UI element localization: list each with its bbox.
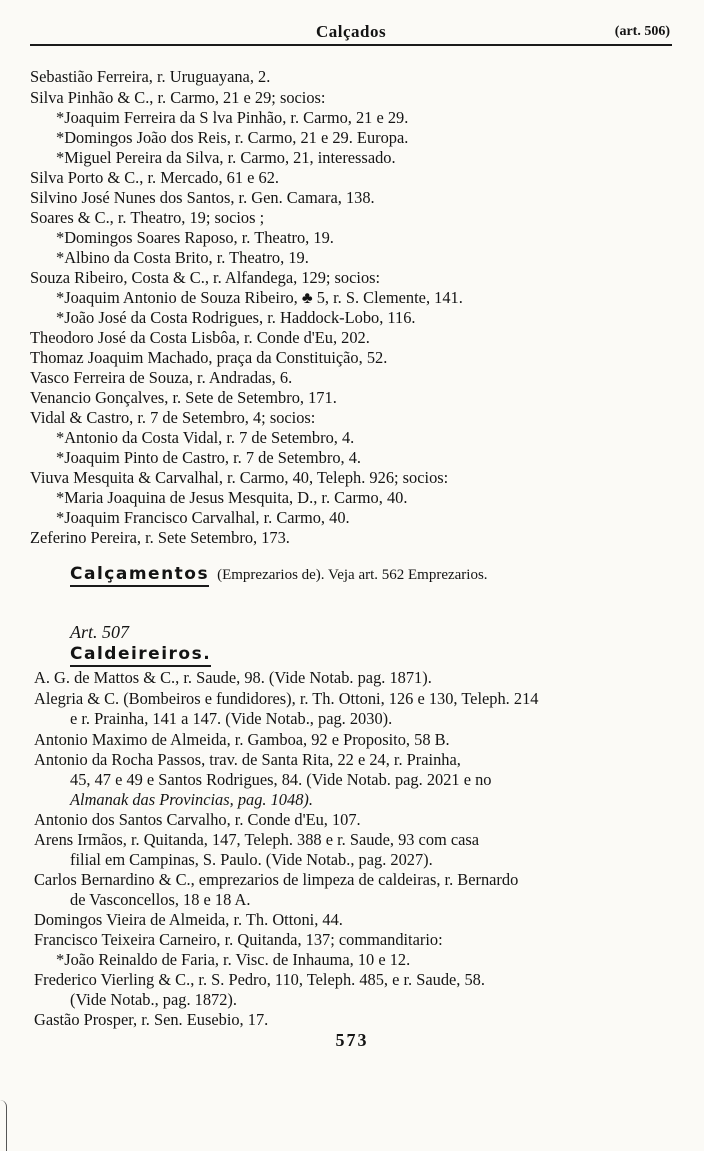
- partner-line: *João Reinaldo de Faria, r. Visc. de Inhauma, 10 e 12.: [56, 950, 411, 969]
- partner-line: *Antonio da Costa Vidal, r. 7 de Setembro, 4.: [56, 428, 355, 447]
- article-number: Art. 507: [70, 622, 130, 642]
- entry-line: Frederico Vierling & C., r. S. Pedro, 110, Teleph. 485, e r. Saude, 58.: [34, 970, 485, 989]
- partner-line: *Joaquim Pinto de Castro, r. 7 de Setembro, 4.: [56, 448, 362, 467]
- entry-line: Theodoro José da Costa Lisbôa, r. Conde d'Eu, 202.: [30, 328, 370, 347]
- entry-line: Antonio Maximo de Almeida, r. Gamboa, 92 e Proposito, 58 B.: [34, 730, 450, 749]
- entry-line: Domingos Vieira de Almeida, r. Th. Ottoni, 44.: [34, 910, 343, 929]
- entry-line: Vasco Ferreira de Souza, r. Andradas, 6.: [30, 368, 293, 387]
- page-header: [30, 22, 672, 46]
- entry-line: A. G. de Mattos & C., r. Saude, 98. (Vide Notab. pag. 1871).: [34, 668, 432, 687]
- header-title: Calçados: [315, 22, 387, 41]
- calcamentos-section: [70, 564, 488, 587]
- entry-continuation: (Vide Notab., pag. 1872).: [70, 990, 237, 1009]
- entry-line: Soares & C., r. Theatro, 19; socios ;: [30, 208, 265, 227]
- partner-line: *João José da Costa Rodrigues, r. Haddock-Lobo, 116.: [56, 308, 416, 327]
- section-note: (Emprezarios de). Veja art. 562 Emprezarios.: [217, 567, 488, 583]
- entry-continuation: filial em Campinas, S. Paulo. (Vide Notab., pag. 2027).: [70, 850, 433, 869]
- entry-line: Sebastião Ferreira, r. Uruguayana, 2.: [30, 67, 271, 86]
- header-article-ref: (art. 506): [614, 24, 670, 39]
- partner-line: *Albino da Costa Brito, r. Theatro, 19.: [56, 248, 309, 267]
- entry-line: Gastão Prosper, r. Sen. Eusebio, 17.: [34, 1010, 269, 1029]
- section-heading: Caldeireiros.: [70, 644, 211, 667]
- entry-line: Vidal & Castro, r. 7 de Setembro, 4; socios:: [30, 408, 316, 427]
- partner-line: *Domingos Soares Raposo, r. Theatro, 19.: [56, 228, 334, 247]
- partner-line: *Joaquim Ferreira da S lva Pinhão, r. Carmo, 21 e 29.: [56, 108, 409, 127]
- scan-edge-mark: [0, 1100, 7, 1151]
- entry-line: Francisco Teixeira Carneiro, r. Quitanda, 137; commanditario:: [34, 930, 443, 949]
- entry-continuation: de Vasconcellos, 18 e 18 A.: [70, 890, 251, 909]
- partner-line: *Maria Joaquina de Jesus Mesquita, D., r. Carmo, 40.: [56, 488, 408, 507]
- entry-line: Zeferino Pereira, r. Sete Setembro, 173.: [30, 528, 290, 547]
- entry-continuation: Almanak das Provincias, pag. 1048).: [70, 790, 313, 809]
- entry-line: Viuva Mesquita & Carvalhal, r. Carmo, 40, Teleph. 926; socios:: [30, 468, 449, 487]
- entry-line: Antonio dos Santos Carvalho, r. Conde d'Eu, 107.: [34, 810, 361, 829]
- entry-continuation: 45, 47 e 49 e Santos Rodrigues, 84. (Vide Notab. pag. 2021 e no: [70, 770, 492, 789]
- entry-line: Carlos Bernardino & C., emprezarios de limpeza de caldeiras, r. Bernardo: [34, 870, 519, 889]
- entry-line: Venancio Gonçalves, r. Sete de Setembro, 171.: [30, 388, 337, 407]
- partner-line: *Domingos João dos Reis, r. Carmo, 21 e 29. Europa.: [56, 128, 409, 147]
- partner-line: *Miguel Pereira da Silva, r. Carmo, 21, interessado.: [56, 148, 396, 167]
- page-number: 573: [335, 1030, 369, 1050]
- entry-line: Silvino José Nunes dos Santos, r. Gen. Camara, 138.: [30, 188, 375, 207]
- entry-line: Thomaz Joaquim Machado, praça da Constituição, 52.: [30, 348, 388, 367]
- entry-line: Arens Irmãos, r. Quitanda, 147, Teleph. 388 e r. Saude, 93 com casa: [34, 830, 480, 849]
- section-heading: Calçamentos: [70, 564, 209, 587]
- entry-line: Antonio da Rocha Passos, trav. de Santa Rita, 22 e 24, r. Prainha,: [34, 750, 461, 769]
- entry-line: Silva Porto & C., r. Mercado, 61 e 62.: [30, 168, 280, 187]
- partner-line: *Joaquim Francisco Carvalhal, r. Carmo, 40.: [56, 508, 350, 527]
- entry-continuation: e r. Prainha, 141 a 147. (Vide Notab., pag. 2030).: [70, 709, 393, 728]
- entry-line: Silva Pinhão & C., r. Carmo, 21 e 29; socios:: [30, 88, 326, 107]
- partner-line: *Joaquim Antonio de Souza Ribeiro, ♣ 5, r. S. Clemente, 141.: [56, 288, 463, 307]
- caldeireiros-section: [70, 644, 211, 667]
- entry-line: Souza Ribeiro, Costa & C., r. Alfandega, 129; socios:: [30, 268, 381, 287]
- entry-line: Alegria & C. (Bombeiros e fundidores), r. Th. Ottoni, 126 e 130, Teleph. 214: [34, 689, 539, 708]
